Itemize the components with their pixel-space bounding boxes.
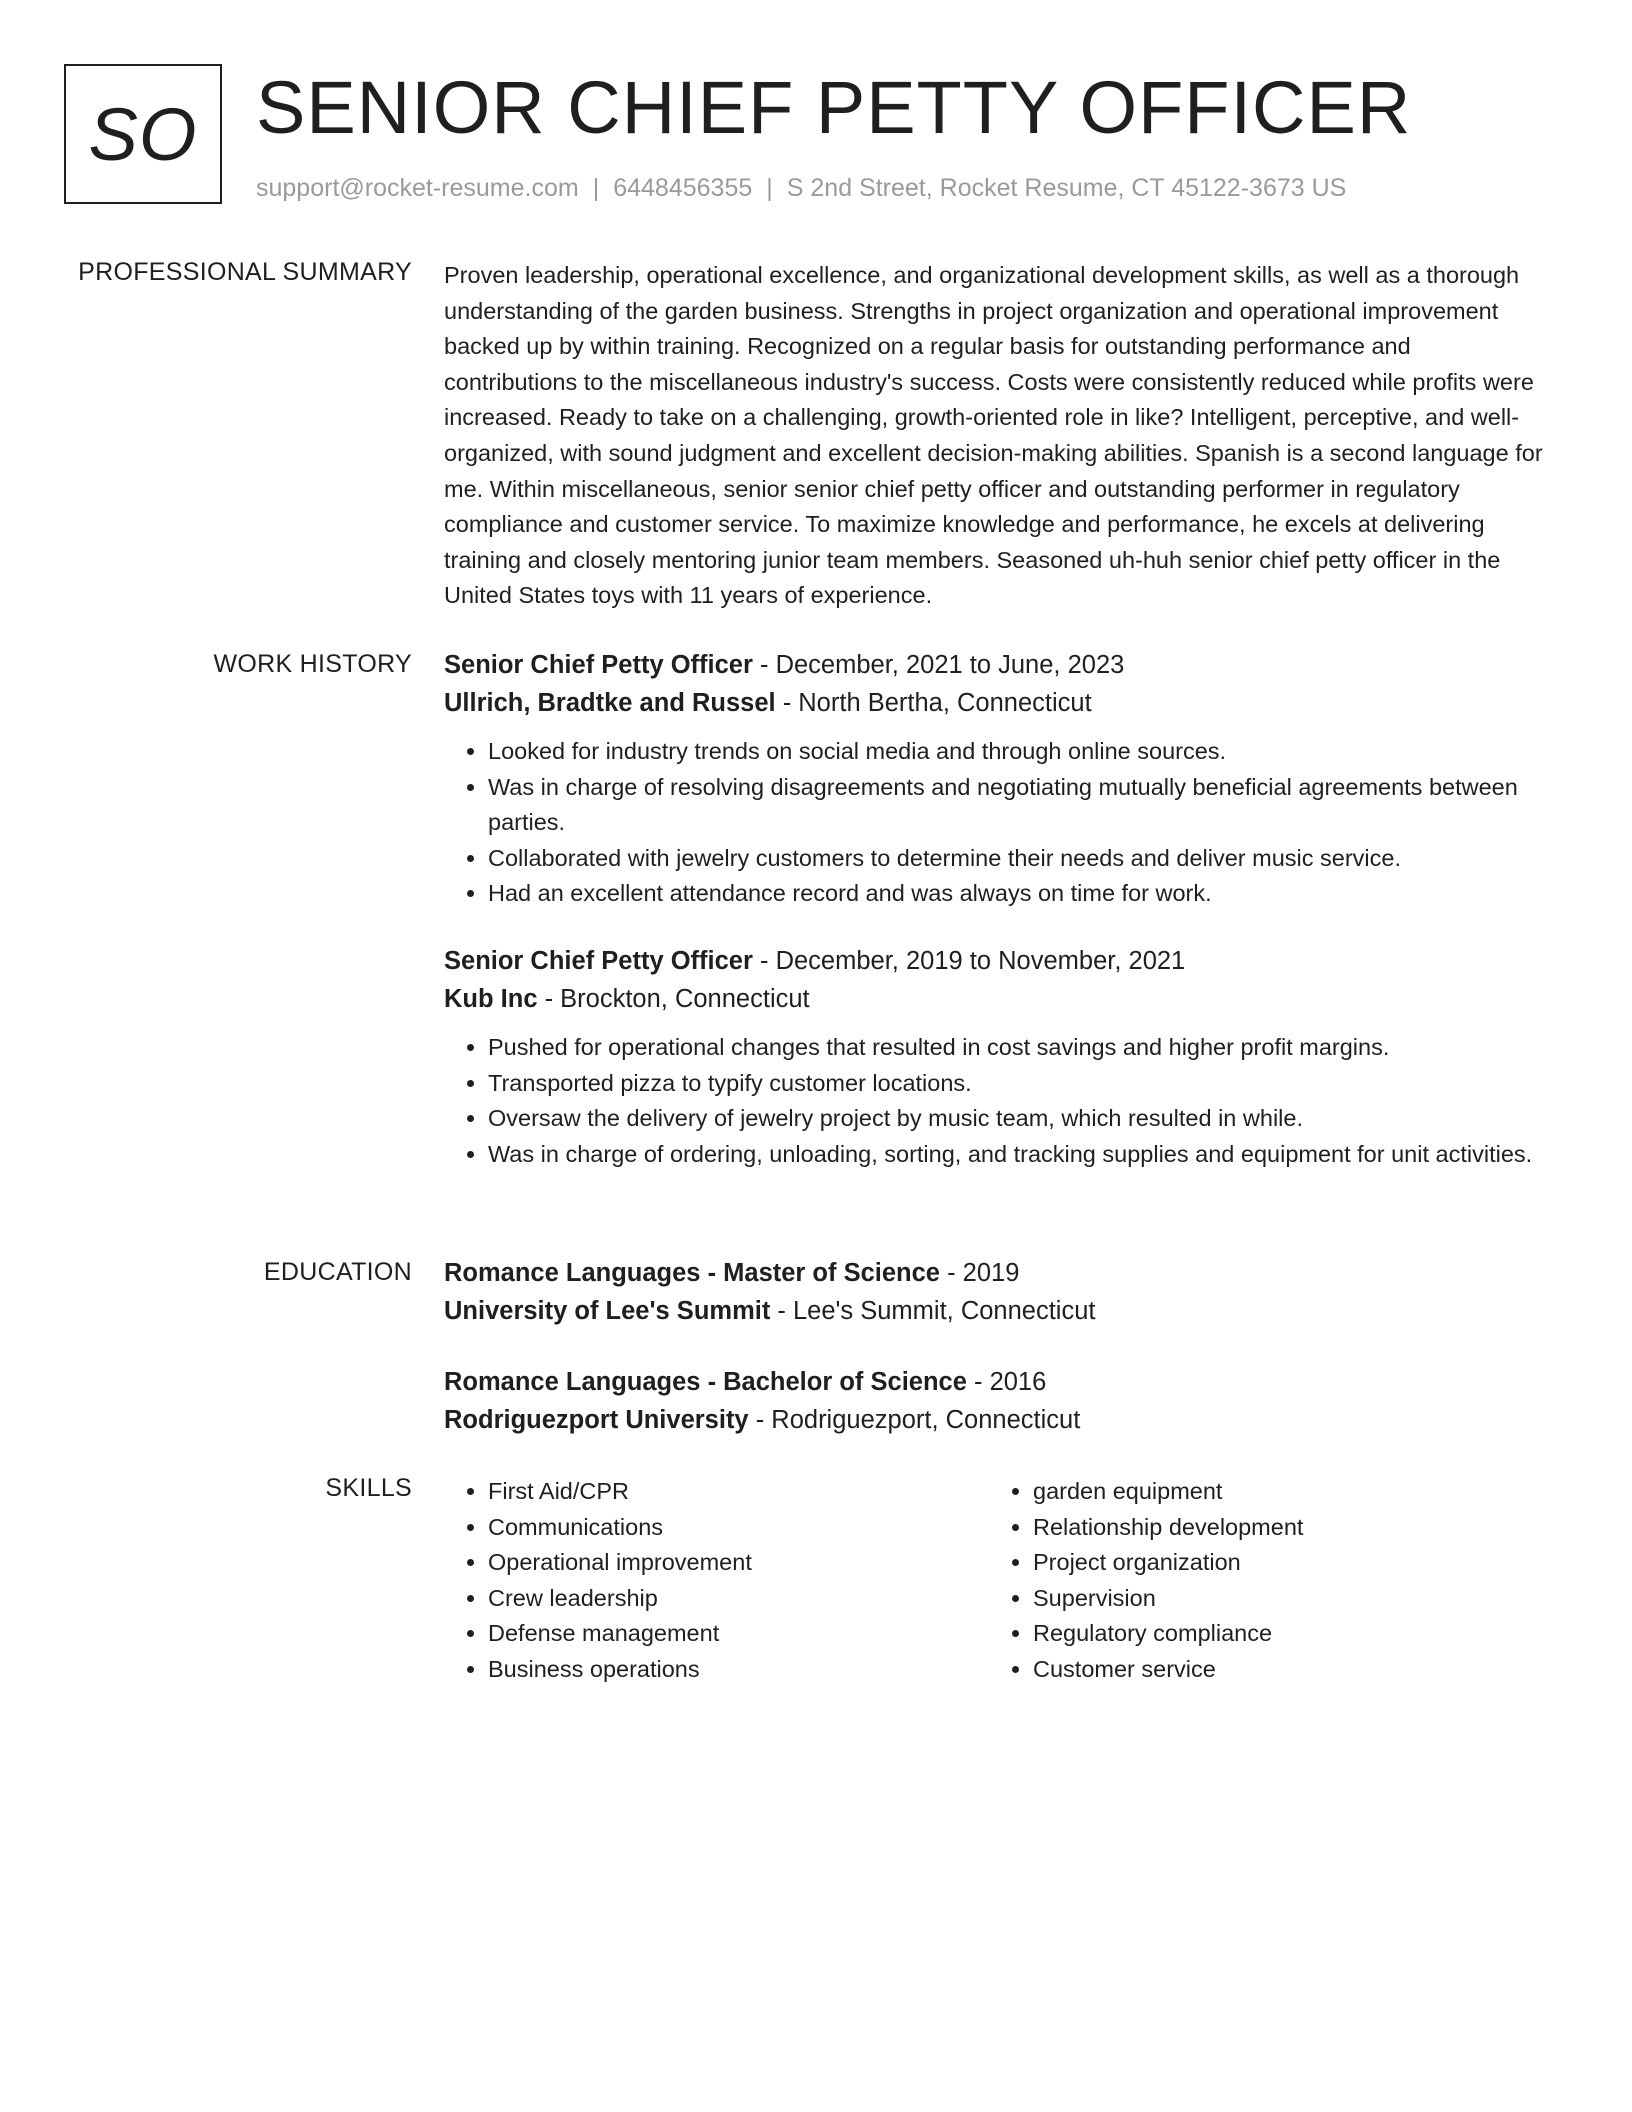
skills-heading: SKILLS	[325, 1474, 412, 1502]
work-history-body	[444, 646, 1544, 1172]
degree-year: - 2016	[966, 1368, 1047, 1396]
list-item: • Had an excellent attendance record and was always on time for work.	[488, 876, 1544, 912]
degree-name: Romance Languages - Master of Science	[444, 1259, 940, 1287]
contact-line	[256, 174, 1346, 203]
school-name: University of Lee's Summit	[444, 1297, 771, 1325]
list-item: • Business operations	[488, 1652, 989, 1688]
list-item: • Customer service	[1033, 1652, 1534, 1688]
list-item: • Was in charge of ordering, unloading, sorting, and tracking supplies and equipment for unit activities.	[488, 1137, 1544, 1173]
school-name: Rodriguezport University	[444, 1406, 749, 1434]
job-company: Kub Inc	[444, 984, 538, 1013]
job-entry	[444, 942, 1544, 1172]
contact-phone: 6448456355	[613, 174, 753, 202]
education-body	[444, 1254, 1544, 1439]
skills-list-right	[989, 1474, 1534, 1688]
job-bullets	[444, 1030, 1544, 1172]
job-dates: - December, 2021 to June, 2023	[752, 651, 1125, 679]
list-item: • Transported pizza to typify customer locations.	[488, 1066, 1544, 1102]
degree-name: Romance Languages - Bachelor of Science	[444, 1368, 967, 1396]
school-line	[444, 1292, 1544, 1330]
list-item: • garden equipment	[1033, 1474, 1534, 1510]
education-heading: EDUCATION	[263, 1258, 412, 1286]
list-item: • Pushed for operational changes that resulted in cost savings and higher profit margins.	[488, 1030, 1544, 1066]
resume-header	[64, 64, 1564, 214]
education-entry	[444, 1254, 1544, 1330]
list-item: • Regulatory compliance	[1033, 1616, 1534, 1652]
list-item: • Operational improvement	[488, 1545, 989, 1581]
list-item: • Looked for industry trends on social media and through online sources.	[488, 734, 1544, 770]
job-location: - North Bertha, Connecticut	[775, 689, 1092, 717]
job-company-line	[444, 980, 1544, 1018]
list-item: • Project organization	[1033, 1545, 1534, 1581]
skills-body	[444, 1474, 1544, 1688]
education-entry	[444, 1363, 1544, 1439]
job-company: Ullrich, Bradtke and Russel	[444, 689, 776, 717]
list-item: • Collaborated with jewelry customers to determine their needs and deliver music service.	[488, 841, 1544, 877]
skills-columns	[444, 1474, 1544, 1688]
summary-body	[444, 258, 1544, 614]
contact-separator: |	[592, 174, 600, 202]
monogram-badge: SO	[64, 64, 222, 204]
skills-column-left	[444, 1474, 989, 1688]
summary-heading: PROFESSIONAL SUMMARY	[78, 258, 412, 286]
summary-text: Proven leadership, operational excellence, and organizational development skills, as well as a thorough understanding of the garden business. Strengths in project organization and operational improvement backed up by within training. Recognized on a regular basis for outstanding performance and contributions to the miscellaneous industry's success. Costs were consistently reduced while profits were increased. Ready to take on a challenging, growth-oriented role in like? Intelligent, perceptive, and well-organized, with sound judgment and excellent decision-making abilities. Spanish is a second language for me. Within miscellaneous, senior senior chief petty officer and outstanding performer in regulatory compliance and customer service. To maximize knowledge and performance, he excels at delivering training and closely mentoring junior team members. Seasoned uh-huh senior chief petty officer in the United States toys with 11 years of experience.	[444, 262, 1543, 609]
contact-separator: |	[766, 174, 773, 202]
list-item: • Supervision	[1033, 1581, 1534, 1617]
job-company-line	[444, 684, 1544, 722]
list-item: • Was in charge of resolving disagreements and negotiating mutually beneficial agreements between parties.	[488, 770, 1544, 841]
degree-line	[444, 1254, 1544, 1292]
degree-year: - 2019	[939, 1259, 1020, 1287]
skills-list-left	[444, 1474, 989, 1688]
job-location: - Brockton, Connecticut	[537, 984, 810, 1013]
school-location: - Lee's Summit, Connecticut	[770, 1297, 1096, 1325]
skills-column-right	[989, 1474, 1534, 1688]
job-entry	[444, 646, 1544, 912]
job-role: Senior Chief Petty Officer	[444, 651, 753, 679]
job-dates: - December, 2019 to November, 2021	[752, 946, 1186, 975]
list-item: • Oversaw the delivery of jewelry project by music team, which resulted in while.	[488, 1101, 1544, 1137]
contact-address: S 2nd Street, Rocket Resume, CT 45122-3673 US	[786, 174, 1347, 202]
list-item: • Communications	[488, 1510, 989, 1546]
job-title-line	[444, 646, 1544, 684]
job-bullets	[444, 734, 1544, 912]
degree-line	[444, 1363, 1544, 1401]
work-history-heading: WORK HISTORY	[213, 650, 412, 678]
contact-email: support@rocket-resume.com	[256, 174, 579, 202]
school-location: - Rodriguezport, Connecticut	[748, 1406, 1081, 1434]
list-item: • Crew leadership	[488, 1581, 989, 1617]
job-role: Senior Chief Petty Officer	[444, 946, 753, 975]
page-title: SENIOR CHIEF PETTY OFFICER	[256, 66, 1412, 149]
school-line	[444, 1401, 1544, 1439]
list-item: • Relationship development	[1033, 1510, 1534, 1546]
job-title-line	[444, 942, 1544, 980]
list-item: • Defense management	[488, 1616, 989, 1652]
list-item: • First Aid/CPR	[488, 1474, 989, 1510]
